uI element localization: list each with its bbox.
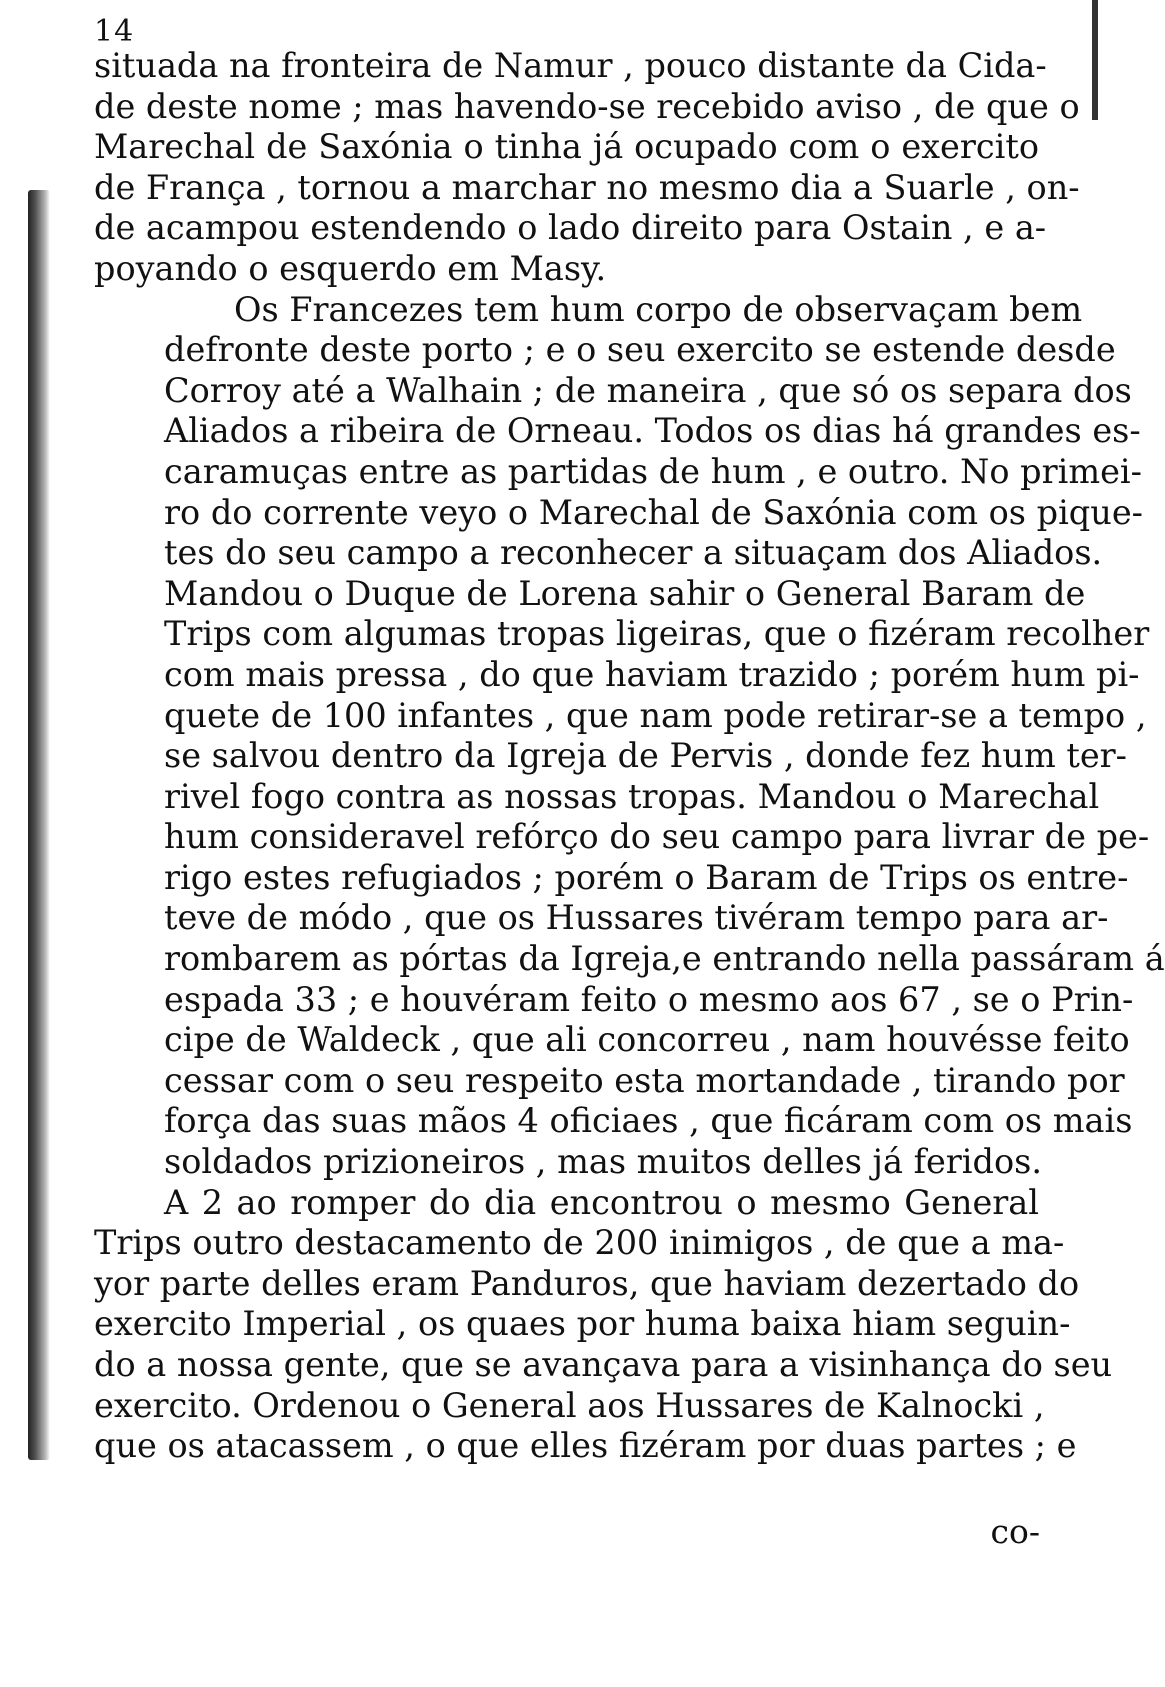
text-line: rombarem as pórtas da Igreja,e entrando nella passáram á [164,939,1165,979]
text-line: Os Francezes tem hum corpo de observaçam bem [234,289,1083,329]
text-line: se salvou dentro da Igreja de Pervis , donde fez hum ter- [164,736,1127,776]
text-line: teve de módo , que os Hussares tivéram tempo para ar- [164,898,1109,938]
text-line: de deste nome ; mas havendo-se recebido aviso , de que o [94,86,1080,126]
text-line: yor parte delles eram Panduros, que haviam dezertado do [94,1263,1080,1303]
text-line: Marechal de Saxónia o tinha já ocupado com o exercito [94,127,1039,167]
text-line: Mandou o Duque de Lorena sahir o General Baram de [164,573,1086,613]
page-number: 14 [94,14,135,49]
text-line: defronte deste porto ; e o seu exercito se estende desde [164,330,1116,370]
paragraph-1 [94,46,1080,290]
text-line: ro do corrente veyo o Marechal de Saxónia com os pique- [164,492,1143,532]
text-line: poyando o esquerdo em Masy. [94,248,607,288]
binding-edge-shadow [28,190,50,1460]
text-line: Trips outro destacamento de 200 inimigos , de que a ma- [94,1223,1065,1263]
text-line: com mais pressa , do que haviam trazido ; porém hum pi- [164,654,1140,694]
paragraph-2 [94,289,1165,1183]
text-line: de acampou estendendo o lado direito para Ostain , e a- [94,208,1047,248]
text-line: que os atacassem , o que elles fizéram por duas partes ; e [94,1426,1077,1466]
catchword: co- [990,1512,1040,1551]
text-line: Trips com algumas tropas ligeiras, que o fizéram recolher [164,614,1150,654]
text-line: espada 33 ; e houvéram feito o mesmo aos 67 , se o Prin- [164,979,1134,1019]
text-line: do a nossa gente, que se avançava para a visinhança do seu [94,1345,1113,1384]
text-line: hum consideravel refórço do seu campo para livrar de pe- [164,817,1150,857]
paragraph-3 [94,1182,1113,1467]
text-line: caramuças entre as partidas de hum , e outro. No primei- [164,451,1142,491]
text-line: exercito Imperial , os quaes por huma baixa hiam seguin- [94,1304,1071,1344]
text-line: rigo estes refugiados ; porém o Baram de Trips os entre- [164,857,1129,897]
text-line: A 2 ao romper do dia encontrou o mesmo General [164,1182,1039,1222]
text-line: tes do seu campo a reconhecer a situaçam dos Aliados. [164,533,1103,573]
text-line: cessar com o seu respeito esta mortandade , tirando por [164,1060,1125,1100]
text-line: rivel fogo contra as nossas tropas. Mandou o Marechal [164,776,1100,816]
text-line: cipe de Waldeck , que ali concorreu , nam houvésse feito [164,1020,1130,1060]
text-line: Aliados a ribeira de Orneau. Todos os dias há grandes es- [164,411,1141,451]
text-line: situada na fronteira de Namur , pouco distante da Cida- [94,46,1047,85]
page-edge-mark [1092,0,1098,120]
text-line: soldados prizioneiros , mas muitos delles já feridos. [164,1142,1042,1182]
text-line: quete de 100 infantes , que nam pode retirar-se a tempo , [164,695,1147,735]
body-text [94,46,1165,1467]
text-line: Corroy até a Walhain ; de maneira , que só os separa dos [164,370,1132,410]
text-line: força das suas mãos 4 oficiaes , que ficáram com os mais [164,1101,1133,1141]
text-line: de França , tornou a marchar no mesmo dia a Suarle , on- [94,167,1080,207]
text-line: exercito. Ordenou o General aos Hussares de Kalnocki , [94,1385,1045,1425]
